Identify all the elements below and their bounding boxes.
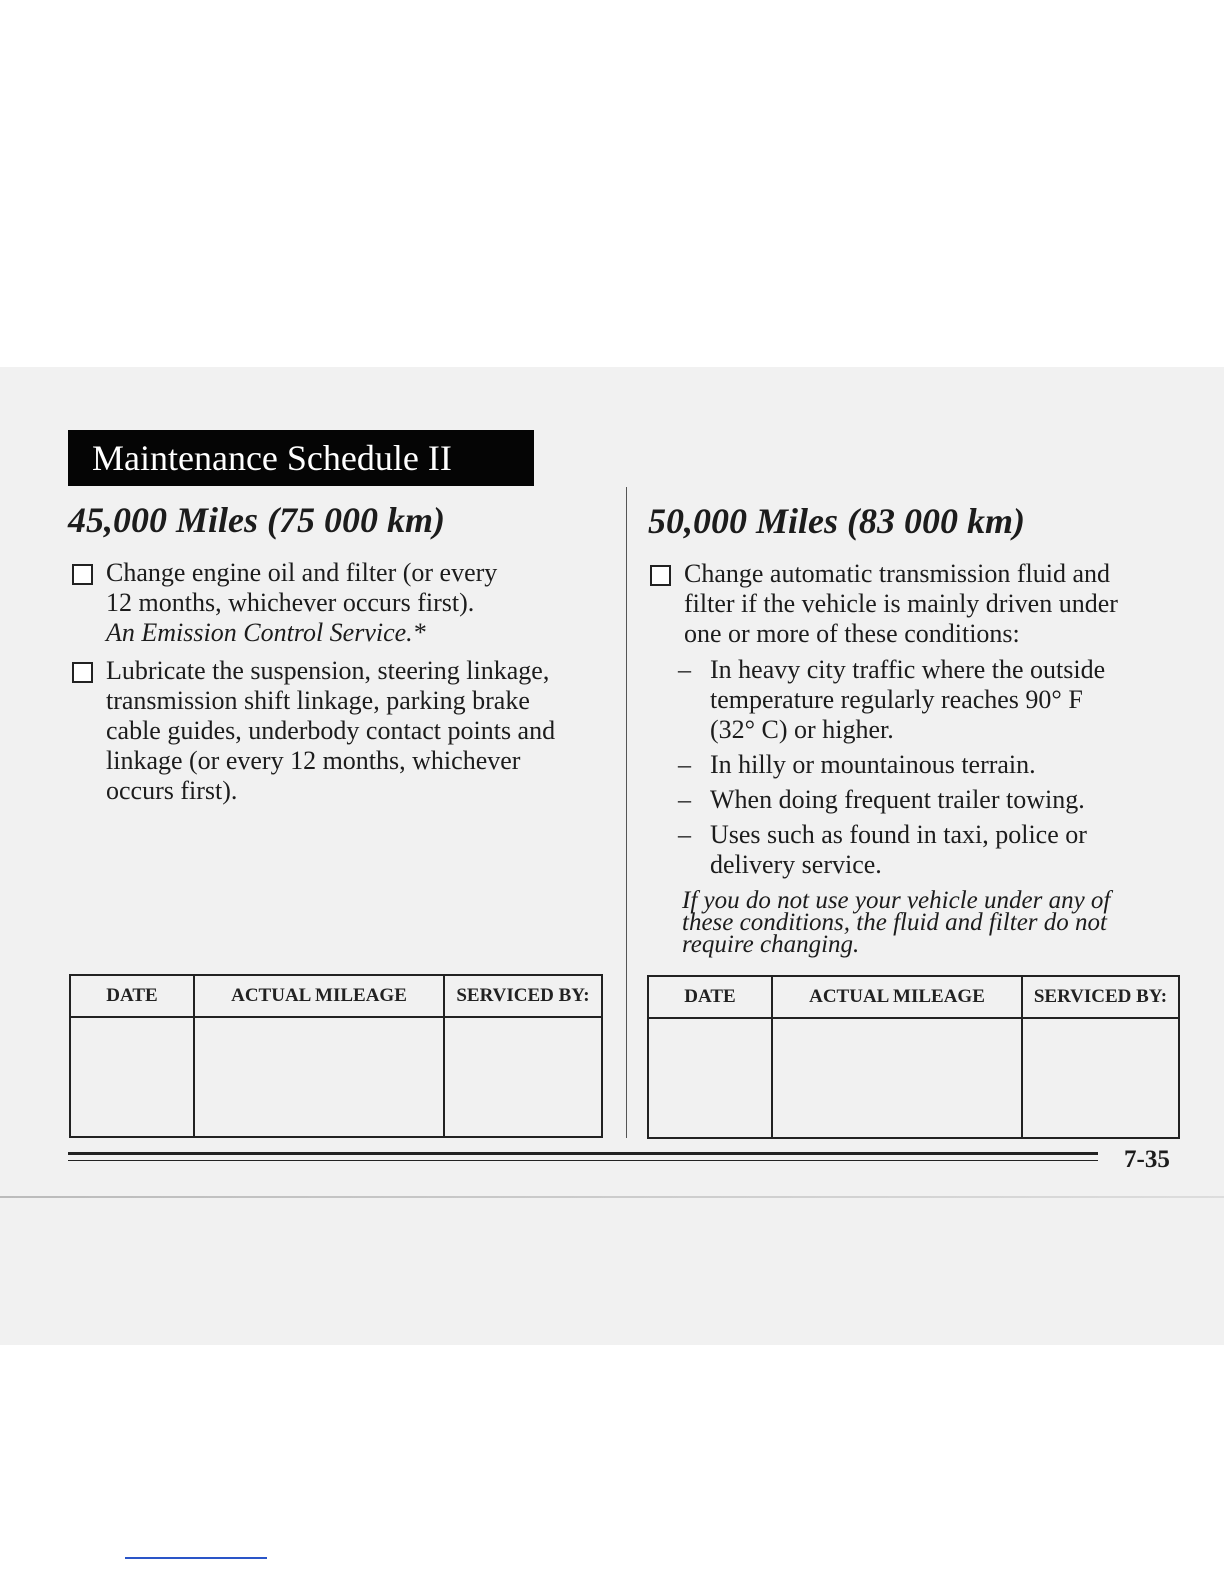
table-header-row [70, 975, 602, 1017]
dash-bullet: – [678, 785, 691, 814]
service-log-table-right [647, 975, 1180, 1139]
footer-rule-thin [68, 1160, 1098, 1161]
item-line: Lubricate the suspension, steering linkage, [106, 656, 550, 685]
checklist-item-oil [72, 558, 612, 648]
serviced-by-cell[interactable] [1022, 1018, 1179, 1138]
page-number: 7-35 [1124, 1146, 1170, 1173]
checkbox-icon[interactable] [650, 565, 671, 586]
column-header-mileage: ACTUAL MILEAGE [772, 976, 1022, 1018]
corner-mark [125, 1557, 267, 1559]
item-line: Change automatic transmission fluid and [684, 559, 1111, 588]
scan-edge-line [0, 1196, 1224, 1198]
item-line: occurs first). [106, 776, 238, 805]
condition-line: In hilly or mountainous terrain. [710, 750, 1036, 779]
condition-item [678, 785, 1208, 815]
item-line: linkage (or every 12 months, whichever [106, 746, 521, 775]
note-line: If you do not use your vehicle under any of [682, 887, 1111, 914]
column-divider [626, 487, 627, 1138]
item-line: 12 months, whichever occurs first). [106, 588, 475, 617]
date-cell[interactable] [648, 1018, 772, 1138]
footer-rule-thick [68, 1152, 1098, 1155]
checkbox-icon[interactable] [72, 662, 93, 683]
date-cell[interactable] [70, 1017, 194, 1137]
dash-bullet: – [678, 820, 691, 849]
checklist-item-lubricate [72, 656, 612, 806]
dash-bullet: – [678, 750, 691, 779]
column-header-serviced-by: SERVICED BY: [1022, 976, 1179, 1018]
condition-line: temperature regularly reaches 90° F [710, 685, 1083, 714]
mileage-heading-45000: 45,000 Miles (75 000 km) [68, 500, 445, 540]
checklist-item-transmission [650, 559, 1210, 649]
column-header-date: DATE [648, 976, 772, 1018]
section-header: Maintenance Schedule II [68, 430, 534, 486]
condition-line: When doing frequent trailer towing. [710, 785, 1085, 814]
condition-line: In heavy city traffic where the outside [710, 655, 1106, 684]
table-row [648, 1018, 1179, 1138]
conditions-note [682, 887, 1212, 958]
item-line: filter if the vehicle is mainly driven under [684, 589, 1118, 618]
checkbox-icon[interactable] [72, 564, 93, 585]
condition-item [678, 655, 1208, 745]
condition-line: (32° C) or higher. [710, 715, 894, 744]
serviced-by-cell[interactable] [444, 1017, 602, 1137]
table-row [70, 1017, 602, 1137]
emission-note: An Emission Control Service.* [106, 618, 426, 647]
condition-item [678, 750, 1208, 780]
column-header-mileage: ACTUAL MILEAGE [194, 975, 444, 1017]
item-line: transmission shift linkage, parking brake [106, 686, 530, 715]
item-line: one or more of these conditions: [684, 619, 1020, 648]
note-line: these conditions, the fluid and filter do not [682, 909, 1107, 936]
mileage-cell[interactable] [194, 1017, 444, 1137]
condition-line: delivery service. [710, 850, 882, 879]
condition-item [678, 820, 1208, 880]
dash-bullet: – [678, 655, 691, 684]
item-line: Change engine oil and filter (or every [106, 558, 498, 587]
condition-line: Uses such as found in taxi, police or [710, 820, 1087, 849]
column-header-date: DATE [70, 975, 194, 1017]
service-log-table-left [69, 974, 603, 1138]
mileage-cell[interactable] [772, 1018, 1022, 1138]
item-line: cable guides, underbody contact points and [106, 716, 556, 745]
table-header-row [648, 976, 1179, 1018]
note-line: require changing. [682, 931, 860, 958]
mileage-heading-50000: 50,000 Miles (83 000 km) [648, 501, 1025, 541]
column-header-serviced-by: SERVICED BY: [444, 975, 602, 1017]
